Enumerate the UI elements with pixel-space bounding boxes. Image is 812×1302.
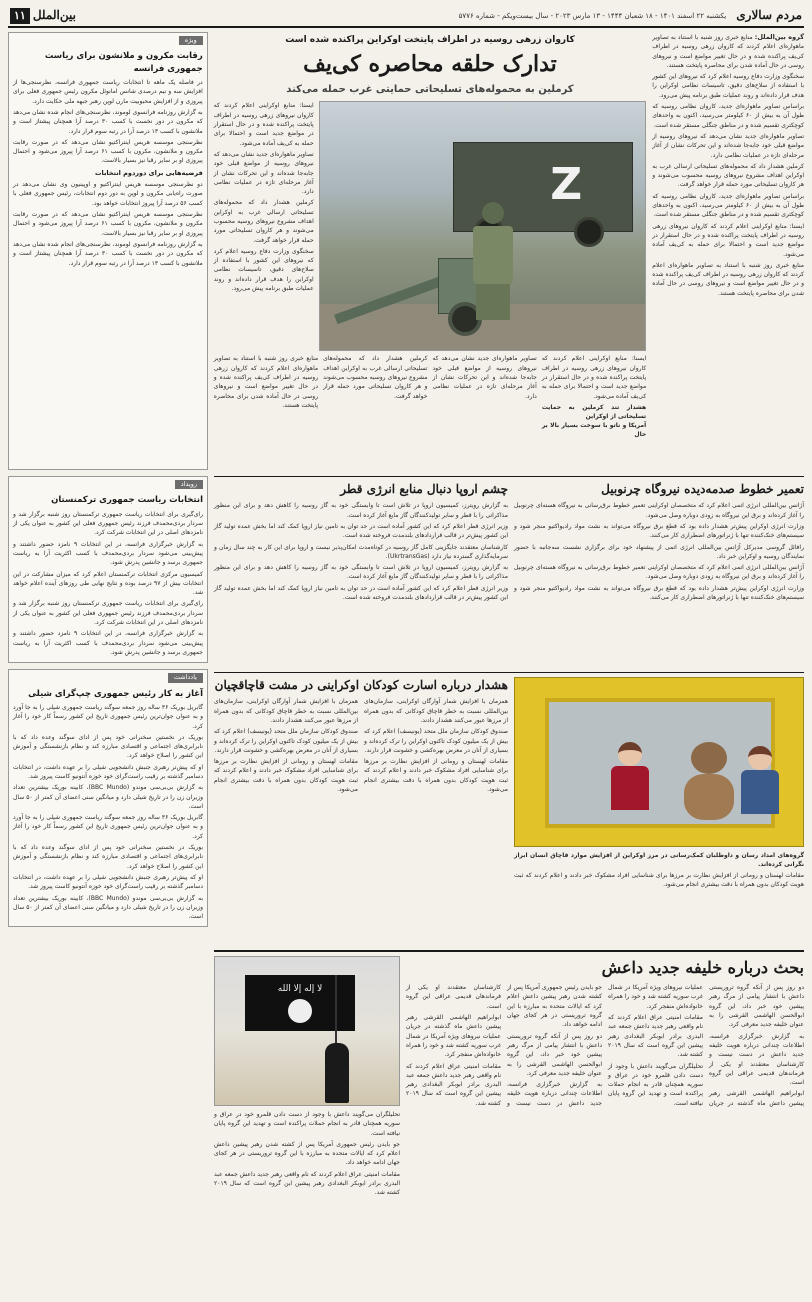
- chernobyl-p4: آژانس بین‌المللی انرژی اتمی اعلام کرد که متخصصان اوکراینی تعمیر خطوط برق‌رسانی به نیروگاه هسته‌ای چرنوبیل را آغاز کرده‌اند و برق این نیروگاه به زودی دوباره وصل می‌شود.: [514, 564, 804, 581]
- flag-text: لا إله إلا الله: [277, 984, 323, 994]
- chile-text: [13, 703, 203, 922]
- france-text-4: نظرسنجی موسسه هریس اینتراکتیو نشان می‌دهد که در صورت رقابت مکرون و ملانشون، مکرون با کسب ۶۱ درصد آرا پیروز می‌شود و احتمال پیروزی او بر سایر رقبا نیز بسیار بالاست.: [12, 211, 203, 237]
- isis-p3: ابوابراهیم الهاشمی القرشی رهبر پیشین داعش ماه گذشته در جریان عملیات نیروهای ویژه آمریکا در شمال غرب سوریه کشته شد و خود را همراه خانواده‌اش منفجر کرد.: [608, 984, 804, 1107]
- france-text-1: در فاصله یک ماهه تا انتخابات ریاست جمهوری فرانسه، نظرسنجی‌ها از افزایش سه و نیم درصدی شانس امانوئل مکرون رئیس جمهوری فعلی برای پیروزی و از افزایش محبوبیت مارن لوپن رهبر جبهه ملی حکایت دارد.: [12, 79, 203, 105]
- kids-p4: همزمان با افزایش شمار آوارگان اوکراینی، سازمان‌های بین‌المللی نسبت به خطر قاچاق کودکانی که بدون همراه از مرزها عبور می‌کنند هشدار دادند.: [214, 698, 358, 724]
- lead-side-text: [214, 101, 314, 351]
- lead-side-p1: ایسنا: منابع اوکراینی اعلام کردند که کاروان نیروهای زرهی روسیه در اطراف پایتخت پراکنده شده و در حال استقرار در مواضع جدید است و احتمالا برای حمله به کی‌یف آماده می‌شود.: [213, 102, 314, 147]
- isis-p6: جو بایدن رئیس جمهوری آمریکا پس از کشته شدن رهبر پیشین داعش اعلام کرد که ایالات متحده به مبارزه با این گروه تروریستی در هر کجای جهان ادامه خواهد داد.: [507, 984, 602, 1029]
- isis-media-col: [214, 956, 400, 1302]
- isis-side-text: [214, 1110, 400, 1198]
- note-badge: یادداشت: [168, 673, 203, 682]
- kids-text-col: [214, 677, 508, 944]
- right-text-2: سخنگوی وزارت دفاع روسیه اعلام کرد که نیروهای این کشور با استفاده از سلاح‌های دقیق، تاسیسات نظامی اوکراین را هدف قرار داده‌اند و روند عملیات طبق برنامه پیش می‌رود.: [652, 73, 804, 99]
- turkmen-p4: رای‌گیری برای انتخابات ریاست جمهوری ترکمنستان روز شنبه برگزار شد و سردار بردی‌محمدف فرزند رئیس جمهوری فعلی این کشور به عنوان یکی از نامزدهای اصلی در این انتخابات شرکت کرد.: [13, 600, 203, 626]
- france-headline[interactable]: رقابت مکرون و ملانشون برای ریاست جمهوری فرانسه: [44, 51, 203, 74]
- chile-p5: گابریل بوریک ۳۶ ساله روز جمعه سوگند ریاست جمهوری شیلی را به جا آورد و به عنوان جوان‌ترین رئیس جمهوری تاریخ این کشور رسماً کار خود را آغاز کرد.: [13, 814, 203, 840]
- flag-seal-icon: [288, 999, 312, 1023]
- isis-text: [406, 983, 804, 1109]
- chile-p2: بوریک در نخستین سخنرانی خود پس از ادای سوگند وعده داد که با نابرابری‌های اجتماعی و اقتصادی مبارزه کند و نظام بازنشستگی و آموزش این کشور را اصلاح خواهد کرد.: [13, 733, 203, 760]
- bus-window: [545, 698, 775, 828]
- turkmen-p1: رای‌گیری برای انتخابات ریاست جمهوری ترکمنستان روز شنبه برگزار شد و سردار بردی‌محمدف فرزند رئیس جمهوری فعلی این کشور به عنوان یکی از نامزدهای اصلی در این انتخابات شرکت کرد.: [13, 510, 203, 537]
- lead-col-1: [542, 354, 646, 438]
- turkmen-headline[interactable]: انتخابات ریاست جمهوری ترکمنستان: [51, 495, 203, 506]
- event-badge: رویداد: [175, 480, 203, 489]
- qatar-gas-text: [214, 501, 508, 604]
- isis-p4: مقامات امنیتی عراق اعلام کردند که نام واقعی رهبر جدید داعش جمعه عبد البدری برادر ابوبکر البغدادی رهبر پیشین این گروه است که سال ۲۰۱۹ کشته شد.: [608, 1014, 703, 1059]
- kids-p2: صندوق کودکان سازمان ملل متحد (یونیسف) اعلام کرد که بیش از یک میلیون کودک تاکنون اوکراین را ترک کرده‌اند و بسیاری از آنان در معرض بهره‌کشی و خشونت قرار دارند.: [364, 728, 508, 754]
- france-text-2b: نظرسنجی موسسه هریس اینتراکتیو نشان می‌دهد که در صورت رقابت مکرون و ملانشون، مکرون با کسب ۶۱ درصد آرا پیروز می‌شود و احتمال پیروزی او بر سایر رقبا نیز بسیار بالاست.: [12, 138, 203, 165]
- right-text-1f: منابع خبری روز شنبه با استناد به تصاویر ماهواره‌ای اعلام کردند که کاروان زرهی روسیه در اطراف کی‌یف پراکنده شده و در حال تغییر مواضع است و نیروهای روسی در حال آماده شدن برای محاصره پایتخت هستند.: [652, 261, 804, 297]
- soldier-torso: [473, 226, 513, 284]
- chile-p8: به گزارش بی‌بی‌سی موندو (BBC Mundo)، کابینه بوریک بیشترین تعداد وزیران زن را در تاریخ شیلی دارد و میانگین سنی اعضای آن کمتر از ۵۰ سال است.: [13, 894, 204, 921]
- turkmen-p3: کمیسیون مرکزی انتخابات ترکمنستان اعلام کرد که میزان مشارکت در این انتخابات بیش از ۹۷ درصد بوده و نتایج نهایی طی روزهای آینده اعلام خواهد شد.: [13, 570, 203, 597]
- chile-p4: به گزارش بی‌بی‌سی موندو (BBC Mundo)، کابینه بوریک بیشترین تعداد وزیران زن را در تاریخ شیلی دارد و میانگین سنی اعضای آن کمتر از ۵۰ سال است.: [13, 784, 204, 810]
- kids-p5: صندوق کودکان سازمان ملل متحد (یونیسف) اعلام کرد که بیش از یک میلیون کودک تاکنون اوکراین را ترک کرده‌اند و بسیاری از آنان در معرض بهره‌کشی و خشونت قرار دارند.: [214, 728, 358, 754]
- right-text-1: منابع خبری روز شنبه با استناد به تصاویر ماهواره‌ای اعلام کردند که کاروان زرهی روسیه در اطراف کی‌یف پراکنده شده و در حال تغییر مواضع است و نیروهای روسی در حال آماده شدن برای محاصره پایتخت هستند.: [652, 34, 804, 69]
- dateline: یکشنبه ۲۲ اسفند ۱۴۰۱ - ۱۸ شعبان ۱۴۴۴ - ۱۳ مارس ۲۰۲۳ - سال بیست‌ویکم - شماره ۵۷۷۶: [458, 11, 727, 20]
- gas-p1: به گزارش رویترز، کمیسیون اروپا در تلاش است تا وابستگی خود به گاز روسیه را کاهش دهد و برای این منظور مذاکراتی را با قطر و سایر تولیدکنندگان گاز مایع آغاز کرده است.: [214, 502, 508, 519]
- lead-col-2: [432, 354, 536, 438]
- turkmen-p5: به گزارش خبرگزاری فرانسه، در این انتخابات ۹ نامزد حضور داشتند و پیش‌بینی می‌شود سردار بردی‌محمدف با کسب اکثریت آرا به ریاست جمهوری برسد و جانشین پدرش شود.: [13, 630, 203, 656]
- black-flag-graphic: [245, 975, 355, 1031]
- child-figure: [609, 742, 651, 812]
- lead-caption: [542, 403, 646, 439]
- right-text-1c: کرملین هشدار داد که محموله‌های تسلیحاتی ارسالی غرب به اوکراین اهداف مشروع نیروهای روسیه محسوب می‌شوند و هر کاروان تسلیحاتی مورد حمله قرار خواهد گرفت.: [652, 162, 804, 189]
- masthead: [8, 6, 804, 28]
- kids-p6: مقامات لهستان و رومانی از افزایش نظارت بر مرزها برای شناسایی افراد مشکوک خبر دادند و اعلام کردند که ثبت هویت کودکان بدون همراه با دقت بیشتری انجام می‌شود.: [214, 758, 358, 794]
- kids-text: [214, 697, 508, 796]
- lead-story: [214, 32, 646, 470]
- kids-headline[interactable]: هشدار درباره اسارت کودکان اوکراینی در مشت قاچاقچیان: [214, 678, 508, 692]
- gas-p2: وزیر انرژی قطر اعلام کرد که این کشور آماده است در حد توان به تامین نیاز اروپا کمک کند اما بخش عمده تولید گاز این کشور پیش‌تر در قالب قراردادهای بلندمدت فروخته شده است.: [214, 522, 508, 540]
- right-column-text: [652, 32, 804, 300]
- right-text-1b: تصاویر ماهواره‌ای جدید نشان می‌دهد که نیروهای روسیه از مواضع قبلی خود جابه‌جا شده‌اند و این تحرکات نشان از آغاز مرحله‌ای تازه در عملیات نظامی دارد.: [652, 132, 804, 159]
- truck-z-mark: Z: [550, 159, 583, 211]
- newspaper-brand: مردم سالاری: [736, 8, 802, 23]
- lead-caption-title: هشدار تند کرملین به حمایت تسلیحاتی از اوکراین: [541, 403, 647, 420]
- kids-p1: همزمان با افزایش شمار آوارگان اوکراینی، سازمان‌های بین‌المللی نسبت به خطر قاچاق کودکانی که بدون همراه از مرزها عبور می‌کنند هشدار دادند.: [364, 698, 508, 724]
- chernobyl-text: [514, 501, 804, 604]
- left-sidebar: [8, 32, 208, 470]
- gas-p3: کارشناسان معتقدند جایگزینی کامل گاز روسیه در کوتاه‌مدت امکان‌پذیر نیست و اروپا برای این کار به چند سال زمان و سرمایه‌گذاری گسترده نیاز دارد (UkrtransGas).: [214, 543, 508, 560]
- isis-side-p3: مقامات امنیتی عراق اعلام کردند که نام واقعی رهبر جدید داعش جمعه عبد البدری برادر ابوبکر البغدادی رهبر پیشین این گروه است که سال ۲۰۱۹ کشته شد.: [214, 1170, 400, 1197]
- lead-col-4: [214, 354, 318, 438]
- chernobyl-story: [514, 481, 804, 666]
- france-election-box: [8, 32, 208, 470]
- lower-main: [214, 476, 804, 1302]
- special-badge: ویژه: [179, 36, 203, 45]
- isis-side-p2: جو بایدن رئیس جمهوری آمریکا پس از کشته شدن رهبر پیشین داعش اعلام کرد که ایالات متحده به مبارزه با این گروه تروریستی در هر کجای جهان ادامه خواهد داد.: [214, 1140, 400, 1167]
- france-text: [13, 78, 203, 166]
- lead-headline[interactable]: تدارک حلقه محاصره کی‌یف: [303, 51, 557, 78]
- turkmen-text: [13, 510, 203, 657]
- isis-p5: تحلیلگران می‌گویند داعش با وجود از دست دادن قلمرو خود در عراق و سوریه همچنان قادر به انجام حملات پراکنده است و تهدید این گروه پایان نیافته است.: [608, 1062, 703, 1107]
- chile-p1: گابریل بوریک ۳۶ ساله روز جمعه سوگند ریاست جمهوری شیلی را به جا آورد و به عنوان جوان‌ترین رئیس جمهوری تاریخ این کشور رسماً کار خود را آغاز کرد.: [13, 703, 203, 730]
- lead-bottom-columns: [214, 354, 646, 438]
- right-text-3: براساس تصاویر ماهواره‌ای جدید، کاروان نظامی روسیه که طول آن به بیش از ۶۰ کیلومتر می‌رسید، اکنون به واحدهای کوچکتری تقسیم شده و در مناطق جنگلی مستقر شده است.: [652, 103, 804, 129]
- kids-bus-photo: [514, 677, 804, 847]
- militant-figure: [325, 1043, 349, 1103]
- lead-side-p2: تصاویر ماهواره‌ای جدید نشان می‌دهد که نیروهای روسیه از مواضع قبلی خود جابه‌جا شده‌اند و این تحرکات نشان از آغاز مرحله‌ای تازه در عملیات نظامی دارد.: [213, 150, 314, 196]
- isis-p9: ابوابراهیم الهاشمی القرشی رهبر پیشین داعش ماه گذشته در جریان عملیات نیروهای ویژه آمریکا در شمال غرب سوریه کشته شد و خود را همراه خانواده‌اش منفجر کرد.: [406, 1014, 501, 1059]
- kids-media-col: [514, 677, 804, 944]
- qatar-gas-headline[interactable]: چشم اروپا دنبال منابع انرژی قطر: [340, 482, 508, 496]
- teddy-bear-graphic: [679, 742, 739, 822]
- isis-story: [214, 950, 804, 1302]
- lead-photo-military-convoy: [319, 101, 646, 351]
- lead-col-2-text: تصاویر ماهواره‌ای جدید نشان می‌دهد که نیروهای روسیه از مواضع قبلی خود جابه‌جا شده‌اند و این تحرکات نشان از آغاز مرحله‌ای تازه در عملیات نظامی دارد.: [432, 355, 537, 400]
- section-name: بین‌الملل: [32, 8, 76, 23]
- isis-p10: مقامات امنیتی عراق اعلام کردند که نام واقعی رهبر جدید داعش جمعه عبد البدری برادر ابوبکر البغدادی رهبر پیشین این گروه است که سال ۲۰۱۹ کشته شد.: [406, 1062, 501, 1107]
- turkmen-p2: به گزارش خبرگزاری فرانسه، در این انتخابات ۹ نامزد حضور داشتند و پیش‌بینی می‌شود سردار بردی‌محمدف با کسب اکثریت آرا به ریاست جمهوری برسد و جانشین پدرش شود.: [13, 540, 203, 567]
- kids-caption-more: مقامات لهستان و رومانی از افزایش نظارت بر مرزها برای شناسایی افراد مشکوک خبر دادند و اعلام کردند که ثبت هویت کودکان بدون همراه با دقت بیشتری انجام می‌شود.: [514, 872, 804, 889]
- soldier-head: [482, 202, 504, 224]
- isis-side-p1: تحلیلگران می‌گویند داعش با وجود از دست دادن قلمرو خود در عراق و سوریه همچنان قادر به انجام حملات پراکنده است و تهدید این گروه پایان نیافته است.: [214, 1111, 400, 1137]
- chile-box: [8, 669, 208, 927]
- chernobyl-p1: آژانس بین‌المللی انرژی اتمی اعلام کرد که متخصصان اوکراینی تعمیر خطوط برق‌رسانی به نیروگاه هسته‌ای چرنوبیل را آغاز کرده‌اند و برق این نیروگاه به زودی دوباره وصل می‌شود.: [514, 502, 804, 519]
- isis-flag-photo: [214, 956, 400, 1106]
- lead-subtitle: کرملین به محموله‌های تسلیحاتی حمایتی غرب حمله می‌کند: [286, 83, 574, 95]
- lower-left-column: [8, 476, 208, 1302]
- soldier-legs: [476, 284, 510, 320]
- lead-kicker: کاروان زرهی روسیه در اطراف پایتخت اوکراین پراکنده شده است: [285, 35, 575, 45]
- chernobyl-headline[interactable]: تعمیر خطوط صدمه‌دیده نیروگاه چرنوبیل: [601, 482, 804, 496]
- lead-side-p3: کرملین هشدار داد که محموله‌های تسلیحاتی ارسالی غرب به اوکراین اهداف مشروع نیروهای روسیه محسوب می‌شوند و هر کاروان تسلیحاتی مورد حمله قرار خواهد گرفت.: [213, 199, 314, 244]
- france-text-5: به گزارش روزنامه فرانسوی لوموند، نظرسنجی‌های انجام شده نشان می‌دهد که مکرون در دور نخست با کسب ۳۰ درصد آرا همچنان پیشتاز است و ملانشون با کسب ۱۳ درصد آرا در رتبه سوم قرار دارد.: [12, 240, 203, 267]
- isis-p7: دو روز پس از آنکه گروه تروریستی داعش با انتشار پیامی از مرگ رهبر پیشین خود خبر داد، این گروه ابوالحسن الهاشمی القرشی را به عنوان خلیفه جدید معرفی کرد.: [507, 1032, 602, 1077]
- chile-p6: بوریک در نخستین سخنرانی خود پس از ادای سوگند وعده داد که با نابرابری‌های اجتماعی و اقتصادی مبارزه کند و نظام بازنشستگی و آموزش این کشور را اصلاح خواهد کرد.: [13, 844, 203, 870]
- top-section: [8, 32, 804, 470]
- lead-side-p4: سخنگوی وزارت دفاع روسیه اعلام کرد که نیروهای این کشور با استفاده از سلاح‌های دقیق، تاسیسات نظامی اوکراین را هدف قرار داده‌اند و روند عملیات طبق برنامه پیش می‌رود.: [213, 247, 314, 293]
- chernobyl-p3: رافائل گروسی مدیرکل آژانس بین‌المللی انرژی اتمی از پیشنهاد خود برای برگزاری نشست سه‌جانبه با حضور نمایندگان روسیه و اوکراین خبر داد.: [514, 543, 804, 560]
- right-intro-title: گروه بین‌الملل:: [754, 33, 804, 41]
- turkmen-box: [8, 476, 208, 663]
- page-number: ۱۱: [10, 8, 30, 24]
- france-text-more: [13, 180, 203, 268]
- isis-p1: دو روز پس از آنکه گروه تروریستی داعش با انتشار پیامی از مرگ رهبر پیشین خود خبر داد، این گروه ابوالحسن الهاشمی القرشی را به عنوان خلیفه جدید معرفی کرد.: [709, 984, 804, 1029]
- lower-section: [8, 476, 804, 1302]
- lead-col-1-text: ایسنا: منابع اوکراینی اعلام کردند که کاروان نیروهای زرهی روسیه در اطراف پایتخت پراکنده شده و در حال استقرار در مواضع جدید است و احتمالا برای حمله به کی‌یف آماده می‌شود.: [541, 355, 647, 400]
- chile-p7: او که پیش‌تر رهبری جنبش دانشجویی شیلی را بر عهده داشت، در انتخابات دسامبر گذشته بر رقیب راست‌گرای خود خوزه آنتونیو کاست پیروز شد.: [13, 873, 203, 891]
- right-text-1d: براساس تصاویر ماهواره‌ای جدید، کاروان نظامی روسیه که طول آن به بیش از ۶۰ کیلومتر می‌رسید، اکنون به واحدهای کوچکتری تقسیم شده و در مناطق جنگلی مستقر شده است.: [652, 192, 804, 219]
- section-label: [10, 7, 76, 24]
- france-subhead: فرضیه‌هایی برای دوردوم انتخابات: [95, 168, 203, 177]
- isis-headline[interactable]: بحث درباره خلیفه جدید داعش: [601, 958, 804, 977]
- isis-p2: به گزارش خبرگزاری فرانسه، اطلاعات چندانی درباره هویت خلیفه جدید داعش در دست نیست و کارشناسان معتقدند او یکی از فرماندهان قدیمی عراقی این گروه است.: [709, 1032, 804, 1087]
- truck-wheel-icon: [574, 217, 604, 247]
- gas-p5: وزیر انرژی قطر اعلام کرد که این کشور آماده است در حد توان به تامین نیاز اروپا کمک کند اما بخش عمده تولید گاز این کشور پیش‌تر در قالب قراردادهای بلندمدت فروخته شده است.: [214, 584, 508, 602]
- chernobyl-p5: وزارت انرژی اوکراین پیش‌تر هشدار داده بود که قطع برق نیروگاه می‌تواند به نشت مواد رادیواکتیو منجر شود و سیستم‌های خنک‌کننده تنها با ژنراتورهای اضطراری کار می‌کنند.: [514, 584, 804, 602]
- kids-caption: [514, 851, 804, 890]
- soldier-figure: [470, 202, 516, 322]
- isis-text-col: [406, 956, 804, 1302]
- lead-caption-sub: آمریکا و ناتو با سوخت بسیار بالا بر حال: [541, 421, 647, 438]
- right-column: [652, 32, 804, 470]
- gas-p4: به گزارش رویترز، کمیسیون اروپا در تلاش است تا وابستگی خود به گاز روسیه را کاهش دهد و برای این منظور مذاکراتی را با قطر و سایر تولیدکنندگان گاز مایع آغاز کرده است.: [214, 564, 508, 581]
- isis-p8: به گزارش خبرگزاری فرانسه، اطلاعات چندانی درباره هویت خلیفه جدید داعش در دست نیست و کارشناسان معتقدند او یکی از فرماندهان قدیمی عراقی این گروه است.: [406, 984, 602, 1107]
- france-text-3: دو نظرسنجی موسسه هریس اینتراکتیو و اوپینیون وی نشان می‌دهد در صورت راه‌یابی مکرون و لوپن به دور دوم انتخابات، رئیس جمهوری فعلی با کسب ۵۶ درصد آرا پیروز انتخابات خواهد بود.: [12, 181, 203, 207]
- chile-headline[interactable]: آغاز به کار رئیس جمهوری چپ‌گرای شیلی: [28, 688, 203, 699]
- child-figure: [739, 746, 781, 816]
- chile-p3: او که پیش‌تر رهبری جنبش دانشجویی شیلی را بر عهده داشت، در انتخابات دسامبر گذشته بر رقیب راست‌گرای خود خوزه آنتونیو کاست پیروز شد.: [13, 763, 203, 780]
- kids-p3: مقامات لهستان و رومانی از افزایش نظارت بر مرزها برای شناسایی افراد مشکوک خبر دادند و اعلام کردند که ثبت هویت کودکان بدون همراه با دقت بیشتری انجام می‌شود.: [364, 758, 508, 794]
- chernobyl-p2: وزارت انرژی اوکراین پیش‌تر هشدار داده بود که قطع برق نیروگاه می‌تواند به نشت مواد رادیواکتیو منجر شود و سیستم‌های خنک‌کننده تنها با ژنراتورهای اضطراری کار می‌کنند.: [514, 522, 804, 540]
- right-text-1e: ایسنا: منابع اوکراینی اعلام کردند که کاروان نیروهای زرهی روسیه در اطراف پایتخت پراکنده شده و در حال استقرار در مواضع جدید است و احتمالا برای حمله به کی‌یف آماده می‌شود.: [652, 222, 804, 258]
- france-text-2: به گزارش روزنامه فرانسوی لوموند، نظرسنجی‌های انجام شده نشان می‌دهد که مکرون در دور نخست با کسب ۳۰ درصد آرا همچنان پیشتاز است و ملانشون با کسب ۱۳ درصد آرا در رتبه سوم قرار دارد.: [12, 108, 203, 135]
- lead-col-3: [323, 354, 427, 438]
- mid-stories-row: [214, 476, 804, 666]
- lead-col-4-text: منابع خبری روز شنبه با استناد به تصاویر ماهواره‌ای اعلام کردند که کاروان زرهی روسیه در اطراف کی‌یف پراکنده شده و در حال تغییر مواضع است و نیروهای روسی در حال آماده شدن برای محاصره پایتخت هستند.: [213, 355, 319, 409]
- kids-story: [214, 672, 804, 944]
- lead-media: [214, 101, 646, 351]
- kids-caption-text: گروه‌های امداد رسان و داوطلبان کمک‌رسانی در مرز اوکراین از افزایش موارد قاچاق انسان ابراز نگرانی کرده‌اند.: [514, 852, 804, 868]
- qatar-gas-story: [214, 481, 508, 666]
- lead-col-3-text: کرملین هشدار داد که محموله‌های تسلیحاتی ارسالی غرب به اوکراین اهداف مشروع نیروهای روسیه محسوب می‌شوند و هر کاروان تسلیحاتی مورد حمله قرار خواهد گرفت.: [323, 355, 428, 400]
